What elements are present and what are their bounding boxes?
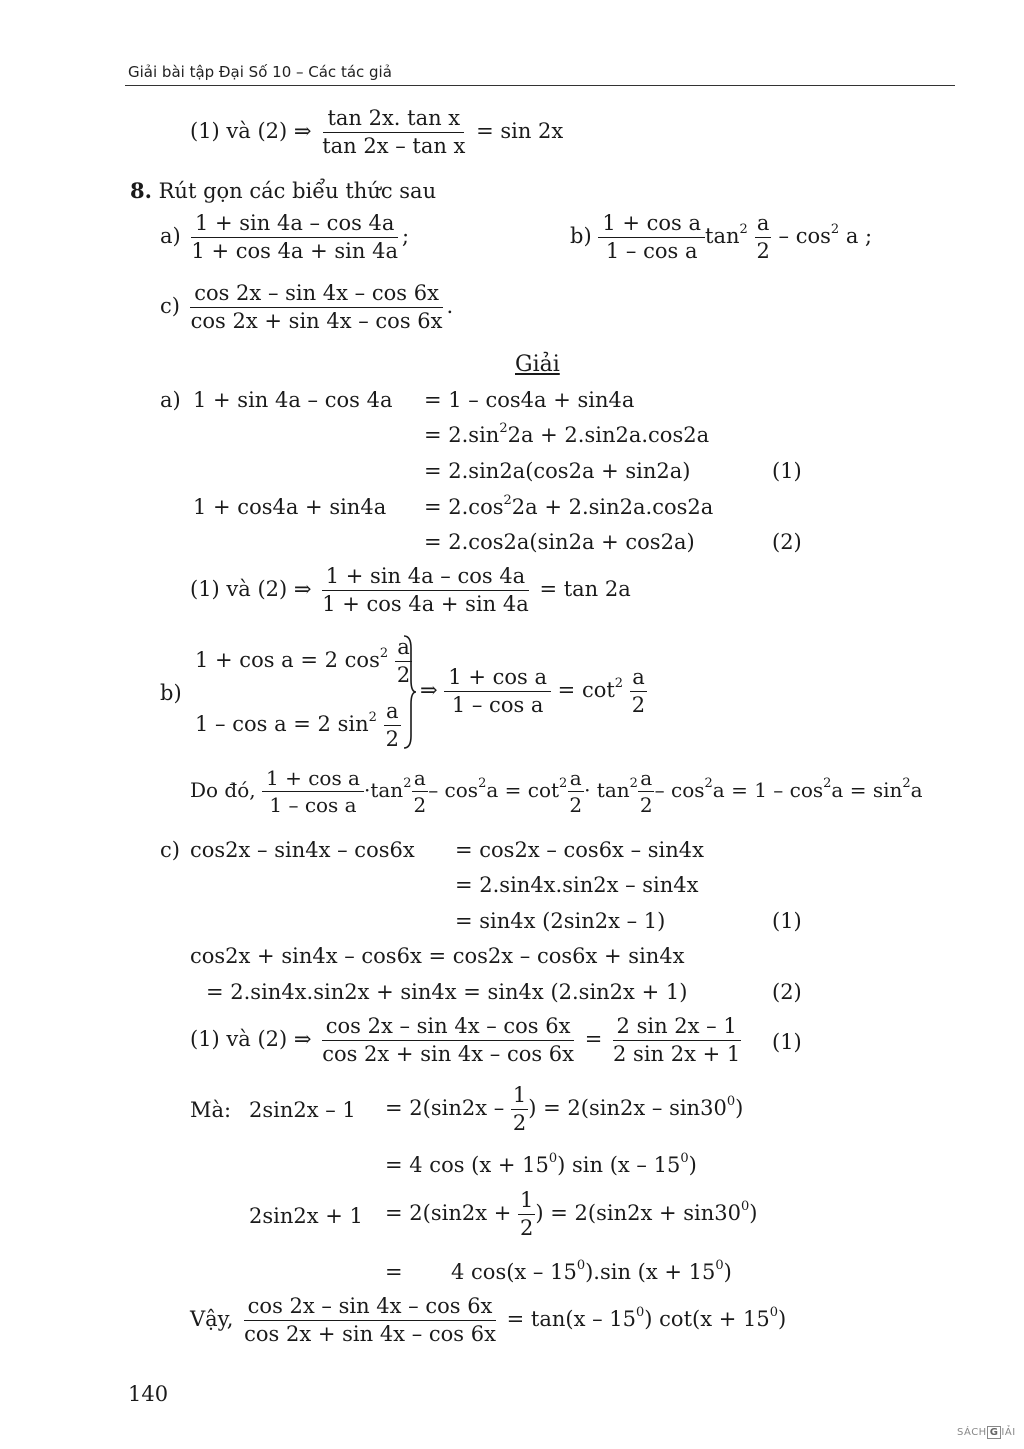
sol-c-l5: = 2.sin4x.sin2x + sin4x = sin4x (2.sin2x + 1) xyxy=(206,980,688,1004)
sol-a-fraction: $\frac{1 + \sin 4a - \cos 4a}{1 + \cos 4a + \sin 4a}$ xyxy=(322,564,529,616)
plus-rhs: = 2(sin2x + $\frac{1}{2}$ ) = $2(\sin 2x + \sin 30^0)$ xyxy=(385,1188,758,1240)
sol-a-l2: = $2.\sin^22a + 2.\sin 2a.\cos 2a$ xyxy=(424,421,710,447)
problem-c-fraction: $\frac{\cos 2x - \sin 4x - \cos 6x}{\cos 2x + \sin 4x - \cos 6x}$ xyxy=(190,281,443,333)
ma-lead: Mà: xyxy=(190,1098,232,1122)
problem-b: b) $\frac{\text{1 + cos a}}{\text{1 – cos a}}$ $\tan^2$ $\frac{a}{2}$ – $\cos^2 a$ ; xyxy=(570,211,873,263)
prev-result xyxy=(190,108,563,157)
plus2-eq: = xyxy=(385,1260,403,1284)
header-rule xyxy=(125,85,955,86)
do-do-fraction: $\frac{\text{1 + cos a}}{\text{1 – cos a}}$ xyxy=(262,768,364,815)
sol-c-l4: cos2x + sin4x – cos6x = cos2x – cos6x + sin4x xyxy=(190,944,685,968)
sol-b-e2: 1 – cos a = 2 $\sin^2$ $\frac{a}{2}$ xyxy=(195,699,399,751)
prev-lead: (1) và (2) ⇒ xyxy=(190,119,312,143)
sol-c-ref1: (1) xyxy=(772,909,802,933)
problem-a-fraction: $\frac{1 + \sin 4a - \cos 4a}{1 + \cos 4a + \sin 4a}$ xyxy=(191,211,398,263)
sol-b-fraction: $\frac{\text{1 + cos a}}{\text{1 – cos a}}$ xyxy=(444,667,551,716)
sol-c-label: c) xyxy=(160,838,180,862)
solution-title: Giải xyxy=(515,352,560,377)
prev-rhs: = sin 2x xyxy=(476,119,564,143)
problem-heading xyxy=(130,180,436,202)
sol-b-e1: 1 + cos a = 2 $\cos^2$ $\frac{a}{2}$ xyxy=(195,635,411,687)
ma2: = 4 $\cos (x + 15^0)$ $\sin (x - 15^0)$ xyxy=(385,1151,697,1177)
sol-a-l4-lhs: 1 + cos4a + sin4a xyxy=(193,495,387,519)
sol-a-l3: = 2.sin2a(cos2a + sin2a) xyxy=(424,459,691,483)
ma-lhs: 2sin2x – 1 xyxy=(249,1098,356,1122)
sol-a-l5: = 2.cos2a(sin2a + cos2a) xyxy=(424,530,695,554)
problem-a: a) $\frac{1 + \sin 4a - \cos 4a}{1 + \cos 4a + \sin 4a}$ ; xyxy=(160,211,410,263)
sol-c-l6: (1) và (2) ⇒ $\frac{\cos 2x - \sin 4x - \cos 6x}{\cos 2x + \sin 4x - \cos 6x}$ = $\frac{2 \sin 2x - 1}{2 \sin 2x + 1}$ xyxy=(190,1016,744,1065)
problem-number: 8. xyxy=(130,178,152,203)
sol-c-l3: = sin4x (2sin2x – 1) xyxy=(455,909,666,933)
publisher-logo: SÁCH G IẢI xyxy=(957,1427,1016,1438)
sol-a-l6: (1) và (2) ⇒ $\frac{1 + \sin 4a - \cos 4a}{1 + \cos 4a + \sin 4a}$ = tan 2a xyxy=(190,564,631,616)
problem-b-fraction: $\frac{\text{1 + cos a}}{\text{1 – cos a}}$ xyxy=(598,213,705,262)
sol-c-l2: = 2.sin4x.sin2x – sin4x xyxy=(455,873,699,897)
page-number: 140 xyxy=(128,1382,169,1406)
right-brace xyxy=(402,634,416,750)
ma-rhs: = 2(sin2x – $\frac{1}{2}$ ) = $2(\sin 2x - \sin 30^0)$ xyxy=(385,1083,744,1135)
sol-a-ref2: (2) xyxy=(772,530,802,554)
sol-c-l1-rhs: = cos2x – cos6x – sin4x xyxy=(455,838,704,862)
vay-fraction: $\frac{\cos 2x - \sin 4x - \cos 6x}{\cos 2x + \sin 4x - \cos 6x}$ xyxy=(244,1294,496,1346)
sol-a-ref1: (1) xyxy=(772,459,802,483)
sol-c-ref2: (2) xyxy=(772,980,802,1004)
problem-text: Rút gọn các biểu thức sau xyxy=(158,179,437,203)
vay: Vậy, $\frac{\cos 2x - \sin 4x - \cos 6x}{\cos 2x + \sin 4x - \cos 6x}$ = $\tan(x - 15^0)$ $\cot(x + 15^0)$ xyxy=(190,1294,787,1346)
sol-c-l1-lhs: cos2x – sin4x – cos6x xyxy=(190,838,415,862)
sol-b-label: b) xyxy=(160,681,182,705)
plus2: 4 $\cos(x - 15^0).\sin$ $(x + 15^0)$ xyxy=(451,1258,732,1284)
plus-lhs: 2sin2x + 1 xyxy=(249,1204,363,1228)
sol-c-fraction-1: $\frac{\cos 2x - \sin 4x - \cos 6x}{\cos 2x + \sin 4x - \cos 6x}$ xyxy=(322,1014,575,1066)
sol-c-fraction-2: $\frac{2 \sin 2x - 1}{2 \sin 2x + 1}$ xyxy=(613,1014,741,1066)
running-header: Giải bài tập Đại Số 10 – Các tác giả xyxy=(128,63,392,81)
sol-a-l1-rhs: = 1 – cos4a + sin4a xyxy=(424,388,635,412)
sol-c-ref3: (1) xyxy=(772,1030,802,1054)
sol-b-do-do: Do đó, $\frac{\text{1 + cos a}}{\text{1 – cos a}}$ $\cdot\tan^2$ $\frac{a}{2}$ – $\cos^2a = \cot^2$ $\frac{a}{2}$ · $\tan^2$ $\frac{a}{2}$ – $\cos^2a = 1 - \cos^2a = \sin^2a$ xyxy=(190,766,923,817)
prev-fraction: $\frac{\text{tan 2x. tan x}}{\text{tan 2x – tan x}}$ xyxy=(322,106,466,158)
problem-c: c) $\frac{\cos 2x - \sin 4x - \cos 6x}{\cos 2x + \sin 4x - \cos 6x}$ . xyxy=(160,281,454,333)
sol-a-l1-lhs: 1 + sin 4a – cos 4a xyxy=(193,388,393,412)
sol-a-label: a) xyxy=(160,388,181,412)
sol-a-l4-rhs: = $2.\cos^22a + 2.\sin 2a.\cos 2a$ xyxy=(424,493,714,519)
sol-b-result: ⇒ $\frac{\text{1 + cos a}}{\text{1 – cos a}}$ = $\cot^2$ $\frac{a}{2}$ xyxy=(420,665,646,717)
